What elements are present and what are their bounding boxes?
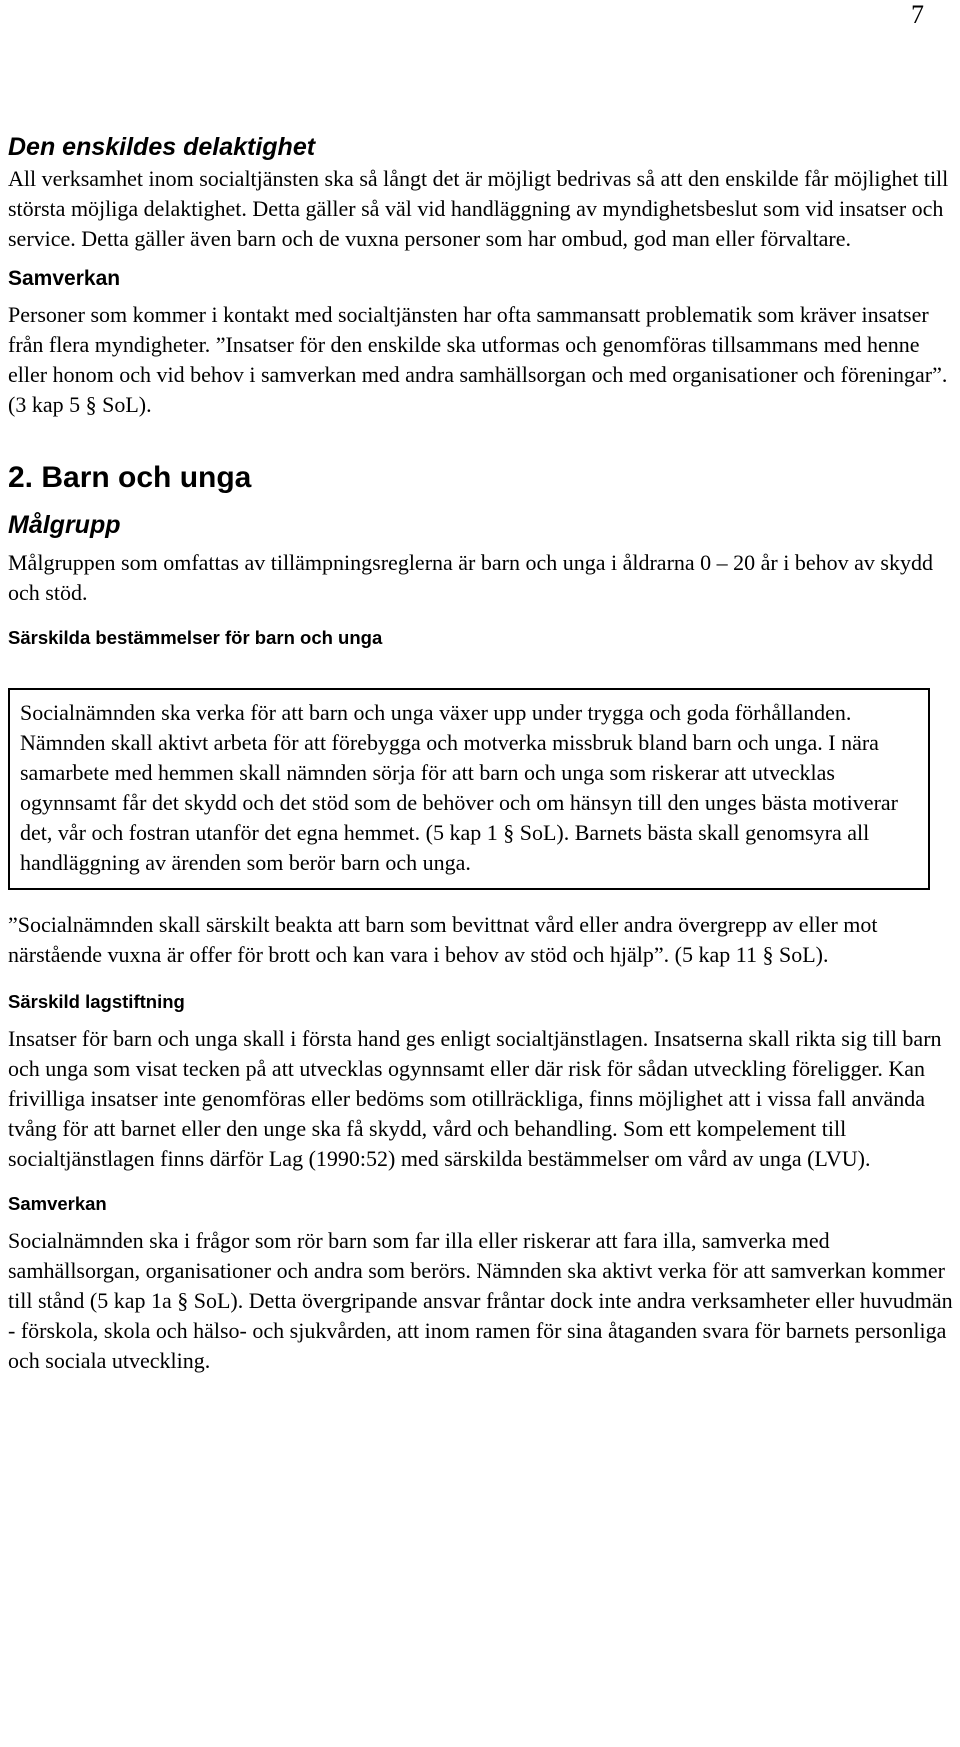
- section-lagstiftning: [8, 988, 953, 1174]
- paragraph-malgrupp: Målgruppen som omfattas av tillämpningsreglerna är barn och unga i åldrarna 0 – 20 år i behov av skydd och stöd.: [8, 550, 933, 605]
- paragraph-lagstiftning: Insatser för barn och unga skall i första hand ges enligt socialtjänstlagen. Insatserna skall rikta sig till barn och unga som visat tecken på att utvecklas ogynnsamt eller där risk för sådan utveckling föreligger. Kan frivilliga insatser inte genomföras eller bedöms som otillräckliga, finns möjlighet att i vissa fall använda tvång för att barnet eller den unge ska få skydd, vård och behandling. Som ett kompelement till socialtjänstlagen finns därför Lag (1990:52) med särskilda bestämmelser om vård av unga (LVU).: [8, 1026, 942, 1171]
- heading-sarskilda: Särskilda bestämmelser för barn och unga: [8, 627, 383, 648]
- heading-malgrupp: Målgrupp: [8, 511, 121, 539]
- section-delaktighet: [8, 130, 953, 254]
- page-number: 7: [911, 0, 924, 29]
- paragraph-boxed: Socialnämnden ska verka för att barn och unga växer upp under trygga och goda förhållanden. Nämnden skall aktivt arbeta för att förebygga och motverka missbruk bland barn och unga. I nära samarbete med hemmen skall nämnden sörja för att barn och unga som riskerar att utvecklas ogynnsamt får det skydd och det stöd som de behöver och om hänsyn till den unges bästa motiverar det, vår och fostran utanför det egna hemmet. (5 kap 1 § SoL). Barnets bästa skall genomsyra all handläggning av ärenden som berör barn och unga.: [20, 700, 898, 875]
- section-samverkan-1: [8, 264, 953, 420]
- document-body: [8, 130, 953, 1376]
- heading-delaktighet: Den enskildes delaktighet: [8, 133, 316, 161]
- section-samverkan-2: [8, 1190, 953, 1376]
- heading-lagstiftning: Särskild lagstiftning: [8, 991, 185, 1012]
- heading-samverkan-2: Samverkan: [8, 1193, 107, 1214]
- section-sarskilda: [8, 624, 953, 970]
- heading-barn-och-unga: 2. Barn och unga: [8, 461, 252, 494]
- boxed-legal-text: [8, 688, 930, 890]
- heading-samverkan-1: Samverkan: [8, 267, 121, 290]
- paragraph-delaktighet: All verksamhet inom socialtjänsten ska så långt det är möjligt bedrivas så att den enskilde får möjlighet till största möjliga delaktighet. Detta gäller så väl vid handläggning av myndighetsbeslut som vid insatser och service. Detta gäller även barn och de vuxna personer som har ombud, god man eller förvaltare.: [8, 166, 949, 251]
- paragraph-samverkan-2: Socialnämnden ska i frågor som rör barn som far illa eller riskerar att fara illa, samverka med samhällsorgan, organisationer och andra som berörs. Nämnden ska aktivt verka för att samverkan kommer till stånd (5 kap 1a § SoL). Detta övergripande ansvar fråntar dock inte andra verksamheter eller huvudmän - förskola, skola och hälso- och sjukvården, att inom ramen för sina åtaganden svara för barnets personliga och sociala utveckling.: [8, 1228, 953, 1373]
- paragraph-quote: ”Socialnämnden skall särskilt beakta att barn som bevittnat vård eller andra övergrepp av eller mot närstående vuxna är offer för brott och kan vara i behov av stöd och hjälp”. (5 kap 11 § SoL).: [8, 912, 878, 967]
- section-malgrupp: [8, 508, 953, 608]
- section-barn-och-unga: [8, 458, 953, 498]
- paragraph-samverkan-1: Personer som kommer i kontakt med socialtjänsten har ofta sammansatt problematik som kräver insatser från flera myndigheter. ”Insatser för den enskilde ska utformas och genomföras tillsammans med henne eller honom och vid behov i samverkan med andra samhällsorgan och med organisationer och föreningar”. (3 kap 5 § SoL).: [8, 302, 948, 417]
